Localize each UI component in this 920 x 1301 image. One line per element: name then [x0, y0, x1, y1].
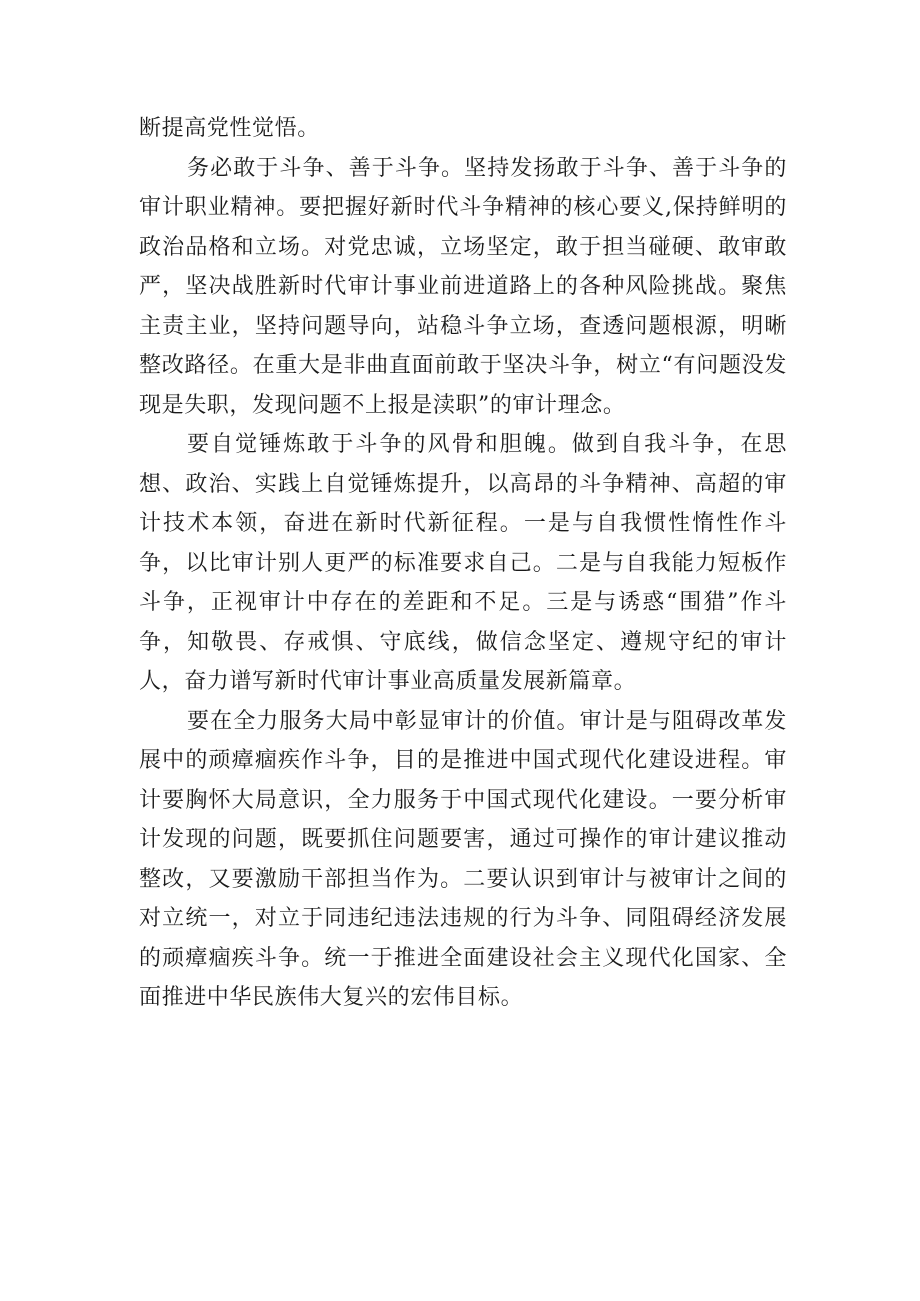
- paragraph-continuation: 断提高党性觉悟。: [139, 116, 320, 141]
- paragraph-self-discipline: 要自觉锤炼敢于斗争的风骨和胆魄。做到自我斗争，在思想、政治、实践上自觉锤炼提升，以高昂的斗争精神、高超的审计技术本领，奋进在新时代新征程。一是与自我惯性惰性作斗争，以比审计别人更严的标准要求自己。二是与自我能力短板作斗争，正视审计中存在的差距和不足。三是与诱惑“围猎”作斗争，知敬畏、存戒惧、守底线，做信念坚定、遵规守纪的审计人，奋力谱写新时代审计事业高质量发展新篇章。: [139, 432, 787, 694]
- document-body: [139, 109, 787, 1018]
- paragraph-dare-to-struggle: 务必敢于斗争、善于斗争。坚持发扬敢于斗争、善于斗争的审计职业精神。要把握好新时代斗争精神的核心要义,保持鲜明的政治品格和立场。对党忠诚，立场坚定，敢于担当碰硬、敢审敢严，坚决战胜新时代审计事业前进道路上的各种风险挑战。聚焦主责主业，坚持问题导向，站稳斗争立场，查透问题根源，明晰整改路径。在重大是非曲直面前敢于坚决斗争，树立“有问题没发现是失职，发现问题不上报是渎职”的审计理念。: [139, 155, 787, 418]
- paragraph-serve-overall-situation: 要在全力服务大局中彰显审计的价值。审计是与阻碍改革发展中的顽瘴痼疾作斗争，目的是推进中国式现代化建设进程。审计要胸怀大局意识，全力服务于中国式现代化建设。一要分析审计发现的问题，既要抓住问题要害，通过可操作的审计建议推动整改，又要激励干部担当作为。二要认识到审计与被审计之间的对立统一，对立于同违纪违法违规的行为斗争、同阻碍经济发展的顽瘴痼疾斗争。统一于推进全面建设社会主义现代化国家、全面推进中华民族伟大复兴的宏伟目标。: [139, 708, 787, 1010]
